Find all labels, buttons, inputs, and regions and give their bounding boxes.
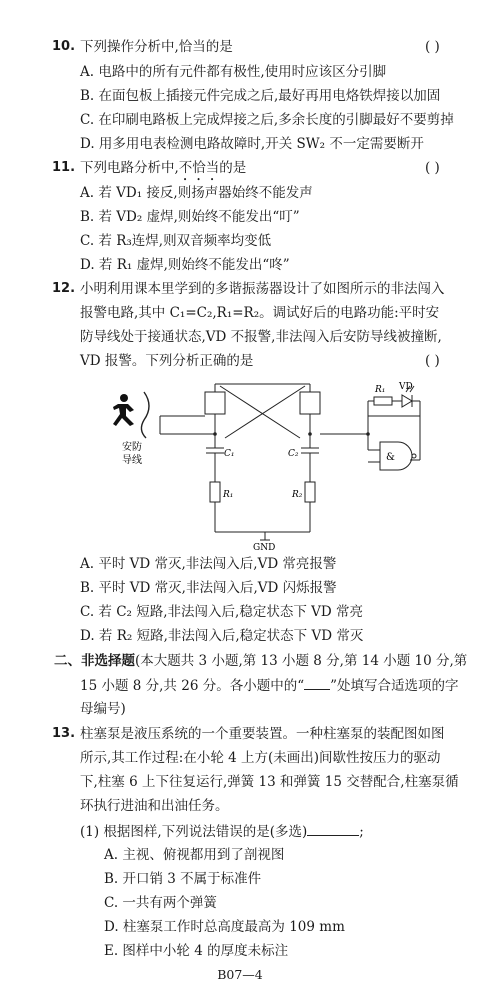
q11-option-a[interactable]: A. 若 VD₁ 接反,则扬声器始终不能发声 — [80, 185, 313, 201]
vd-label: VD — [399, 382, 413, 392]
q12-answer-paren[interactable]: ( ) — [425, 353, 440, 369]
section2-line-2-pre: 15 小题 8 分,共 26 分。各小题中的“ — [80, 678, 305, 694]
q12-line-2: 报警电路,其中 C₁=C₂,R₁=R₂。调试好后的电路功能:平时安 — [80, 305, 440, 321]
q12-line-4: VD 报警。下列分析正确的是 — [80, 353, 254, 369]
section2-line-2-post: ”处填写合适选项的字 — [330, 678, 459, 694]
section2-line-1: (本大题共 3 小题,第 13 小题 8 分,第 14 小题 10 分,第 — [135, 653, 468, 669]
page-footer: B07—4 — [217, 967, 263, 982]
q13-line-1: 柱塞泵是液压系统的一个重要装置。一种柱塞泵的装配图如图 — [80, 726, 445, 742]
gnd-label: GND — [253, 543, 276, 550]
q12-option-a[interactable]: A. 平时 VD 常灭,非法闯入后,VD 常亮报警 — [80, 556, 337, 572]
guard-wire-label-2: 导线 — [122, 455, 142, 466]
q11-option-d[interactable]: D. 若 R₁ 虚焊,则始终不能发出“咚” — [80, 257, 290, 273]
q13-option-e[interactable]: E. 图样中小轮 4 的厚度未标注 — [104, 943, 289, 959]
q13-number: 13. — [52, 726, 76, 741]
q12-line-3: 防导线处于接通状态,VD 不报警,非法闯入后安防导线被撞断, — [80, 329, 442, 345]
and-gate-label: & — [386, 452, 395, 463]
q13-option-b[interactable]: B. 开口销 3 不属于标准件 — [104, 871, 262, 887]
q13-option-d[interactable]: D. 柱塞泵工作时总高度最高为 109 mm — [104, 919, 345, 935]
c1-label: C₁ — [224, 449, 235, 459]
q13-sub1-answer-blank[interactable] — [307, 821, 359, 836]
q11-number: 11. — [52, 160, 76, 175]
q12-number: 12. — [52, 281, 76, 296]
r1-top-label: R₁ — [375, 385, 386, 395]
alarm-circuit-diagram — [110, 376, 440, 550]
q12-option-b[interactable]: B. 平时 VD 常灭,非法闯入后,VD 闪烁报警 — [80, 580, 337, 596]
q12-option-c[interactable]: C. 若 C₂ 短路,非法闯入后,稳定状态下 VD 常亮 — [80, 604, 363, 620]
q10-option-d[interactable]: D. 用多用电表检测电路故障时,开关 SW₂ 不一定需要断开 — [80, 136, 424, 152]
q11-text: 下列电路分析中,不恰当的是 — [80, 160, 247, 176]
q10-option-b[interactable]: B. 在面包板上插接元件完成之后,最好再用电烙铁焊接以加固 — [80, 88, 441, 104]
guard-wire-label-1: 安防 — [122, 442, 142, 453]
q13-line-2: 所示,其工作过程:在小轮 4 上方(未画出)间歇性按压力的驱动 — [80, 750, 441, 766]
q11-option-b[interactable]: B. 若 VD₂ 虚焊,则始终不能发出“叮” — [80, 209, 300, 225]
blank-example — [304, 675, 330, 690]
exam-page: 10. 下列操作分析中,恰当的是 ( ) A. 电路中的所有元件都有极性,使用时应该区分引脚 B. 在面包板上插接元件完成之后,最好再用电烙铁焊接以加固 C. 在印刷电路板上完成焊接之后,多余长度的引脚最好不要剪掉 D. 用多用电表检测电路故障时,开关 SW₂ 不一定需要断开 11. 下列电路分析中,不恰当的是 ( ) A. 若 VD₁ 接反,则扬声器始终不能发声 B. 若 VD₂ 虚焊,则始终不能发出“叮” C. 若 R₃连焊,则双音频率均变低 D. 若 R₁ 虚焊,则始终不能发出“咚” 12. 小明利用课本里学到的多谐振荡器设计了如图所示的非法闯入 报警电路,其中 C₁=C₂,R₁=R₂。调试好后的电路功能:平时安 防导线处于接通状态,VD 不报警,非法闯入后安防导线被撞断, VD 报警。下列分析正确的是 ( ) 安防 导线 C₁ C₂ R₁ R₂ R₁ VD & GND A. 平时 VD 常灭,非法闯入后,VD 常亮报警 B. 平时 VD 常灭,非法闯入后,VD 闪烁报警 C. 若 C₂ 短路,非法闯入后,稳定状态下 VD 常亮 D. 若 R₂ 短路,非法闯入后,稳定状态下 VD 常灭 二、非选择题(本大题共 3 小题,第 13 小题 8 分,第 14 小题 10 分,第 15 小题 8 分,共 26 分。各小题中的“ ”处填写合适选项的字 母编号) 13. 柱塞泵是液压系统的一个重要装置。一种柱塞泵的装配图如图 所示,其工作过程:在小轮 4 上方(未画出)间歇性按压力的驱动 下,柱塞 6 上下往复运行,弹簧 13 和弹簧 15 交替配合,柱塞泵循 环执行进油和出油任务。 (1) 根据图样,下列说法错误的是(多选) ; A. 主视、俯视都用到了剖视图 B. 开口销 3 不属于标准件 C. 一共有两个弹簧 D. 柱塞泵工作时总高度最高为 109 mm E. 图样中小轮 4 的厚度未标注 B07—4 — [0, 0, 480, 998]
q11-option-c[interactable]: C. 若 R₃连焊,则双音频率均变低 — [80, 233, 272, 249]
q11-emphasis: 不恰当 — [178, 160, 220, 176]
intruder-icon — [113, 394, 134, 426]
q13-option-a[interactable]: A. 主视、俯视都用到了剖视图 — [104, 847, 285, 863]
q10-text: 下列操作分析中,恰当的是 — [80, 39, 233, 55]
q13-sub1-text: (1) 根据图样,下列说法错误的是(多选) — [80, 824, 308, 840]
r2-label: R₂ — [292, 490, 303, 500]
c2-label: C₂ — [288, 449, 299, 459]
q13-line-3: 下,柱塞 6 上下往复运行,弹簧 13 和弹簧 15 交替配合,柱塞泵循 — [80, 774, 459, 790]
section2-title: 二、非选择题 — [54, 653, 135, 669]
q13-option-c[interactable]: C. 一共有两个弹簧 — [104, 895, 217, 911]
q10-option-c[interactable]: C. 在印刷电路板上完成焊接之后,多余长度的引脚最好不要剪掉 — [80, 112, 454, 128]
q12-option-d[interactable]: D. 若 R₂ 短路,非法闯入后,稳定状态下 VD 常灭 — [80, 628, 364, 644]
q11-answer-paren[interactable]: ( ) — [425, 160, 440, 176]
r1-label: R₁ — [223, 490, 234, 500]
q10-answer-paren[interactable]: ( ) — [425, 39, 440, 55]
q10-number: 10. — [52, 39, 76, 54]
q10-option-a[interactable]: A. 电路中的所有元件都有极性,使用时应该区分引脚 — [80, 64, 387, 80]
q13-line-4: 环执行进油和出油任务。 — [80, 798, 229, 814]
q12-line-1: 小明利用课本里学到的多谐振荡器设计了如图所示的非法闯入 — [80, 281, 445, 297]
section2-line-3: 母编号) — [80, 701, 126, 717]
